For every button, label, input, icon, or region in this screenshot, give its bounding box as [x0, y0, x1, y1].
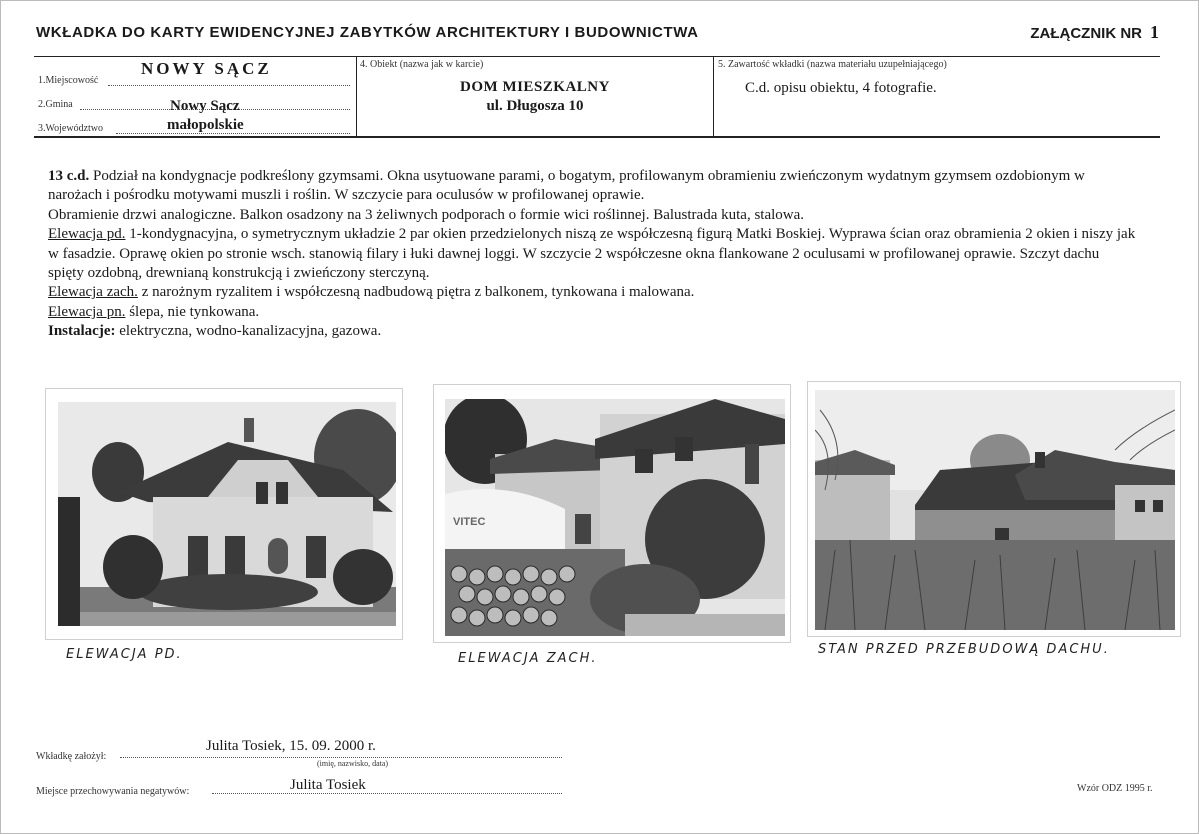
- annex-label: [1030, 22, 1159, 43]
- description-paragraph-4: [48, 283, 1138, 302]
- form-title: WKŁADKA DO KARTY EWIDENCYJNEJ ZABYTKÓW ARCHITEKTURY I BUDOWNICTWA: [36, 24, 699, 41]
- object-address: ul. Długosza 10: [486, 98, 584, 114]
- elevation-south-heading: Elewacja pd.: [48, 226, 126, 243]
- table-top-rule: [34, 56, 1160, 57]
- negatives-dots: [212, 793, 562, 794]
- caption-before-roof-rebuild: STAN PRZED PRZEBUDOWĄ DACHU.: [818, 642, 1110, 657]
- miejscowosc-dots: [108, 85, 350, 86]
- negatives-label: Miejsce przechowywania negatywów:: [36, 786, 190, 797]
- p3-text: 1-kondygnacyjna, o symetrycznym układzie 2 par okien przedzielonych niszą ze współczesną figurą Matki Boskiej. Wyprawa ścian oraz obramienia 2 okien i niszy jak w fasadzie. Oprawę okien po stronie wsch. stanowią filary i łuki dawnej loggi. W szczycie 2 współczesne okna flankowane 2 oculusami w profilowanej oprawie. Szczyt dachu spięty ozdobną, drewnianą konstrukcją i zwieńczony sterczyną.: [48, 226, 1136, 282]
- author-dots: [120, 757, 562, 758]
- description-paragraph-5: [48, 303, 1138, 322]
- miejscowosc-label: 1.Miejscowość: [38, 75, 99, 86]
- installations-heading: Instalacje:: [48, 323, 116, 340]
- description-text: [48, 167, 1138, 342]
- wojewodztwo-value: małopolskie: [167, 117, 244, 133]
- author-hint: (imię, nazwisko, data): [317, 759, 389, 768]
- p6-text: elektryczna, wodno-kanalizacyjna, gazowa.: [115, 323, 382, 340]
- description-paragraph-3: [48, 225, 1138, 283]
- table-divider-2: [713, 56, 714, 137]
- form-reference: Wzór ODZ 1995 r.: [1077, 783, 1153, 794]
- description-paragraph-1: [48, 167, 1138, 206]
- author-label: Wkładkę założył:: [36, 751, 107, 762]
- section-number: 13 c.d.: [48, 168, 90, 184]
- contents-label: 5. Zawartość wkładki (nazwa materiału uzupełniającego): [718, 59, 947, 70]
- photo-south-elevation-image: [58, 402, 396, 626]
- p4-text: z narożnym ryzalitem i współczesną nadbudową piętra z balkonem, tynkowana i malowana.: [137, 284, 695, 301]
- negatives-value: Julita Tosiek: [290, 777, 366, 793]
- object-name: DOM MIESZKALNY: [460, 79, 610, 95]
- caption-south-elevation: ELEWACJA PD.: [66, 647, 183, 662]
- elevation-north-heading: Elewacja pn.: [48, 303, 126, 320]
- p1-text: Podział na kondygnacje podkreślony gzymsami. Okna usytuowane parami, o bogatym, profilowanym obramieniu zwieńczonym wydatnym gzymsem ozdobionym w narożach i pośrodku motywami muszli i roślin. W szczycie para oculusów w profilowanej oprawie.: [48, 168, 1085, 204]
- author-value: Julita Tosiek, 15. 09. 2000 r.: [206, 738, 376, 754]
- photo-before-roof-rebuild: [808, 382, 1180, 636]
- table-divider-1: [356, 56, 357, 137]
- elevation-west-heading: Elewacja zach.: [48, 284, 138, 301]
- photo-west-elevation-image: [445, 399, 785, 636]
- object-label: 4. Obiekt (nazwa jak w karcie): [360, 59, 484, 70]
- gmina-value: Nowy Sącz: [170, 98, 240, 114]
- parasol-sign-text: VITEC: [453, 516, 486, 528]
- town-value: NOWY SĄCZ: [141, 59, 272, 78]
- photo-west-elevation: [434, 385, 790, 642]
- table-bottom-rule: [34, 136, 1160, 138]
- annex-label-text: ZAŁĄCZNIK NR: [1030, 25, 1142, 42]
- description-paragraph-2: Obramienie drzwi analogiczne. Balkon osadzony na 3 żeliwnych podporach o formie wici roślinnej. Balustrada kuta, stalowa.: [48, 206, 805, 223]
- annex-number: 1: [1150, 22, 1159, 42]
- wojewodztwo-label: 3.Województwo: [38, 123, 104, 134]
- photo-south-elevation: [46, 389, 402, 639]
- p5-text: ślepa, nie tynkowana.: [125, 303, 260, 320]
- gmina-label: 2.Gmina: [38, 99, 73, 110]
- description-paragraph-6: [48, 322, 1138, 341]
- photo-before-roof-rebuild-image: [815, 390, 1175, 630]
- caption-west-elevation: ELEWACJA ZACH.: [458, 651, 598, 666]
- contents-value: C.d. opisu obiektu, 4 fotografie.: [745, 80, 937, 96]
